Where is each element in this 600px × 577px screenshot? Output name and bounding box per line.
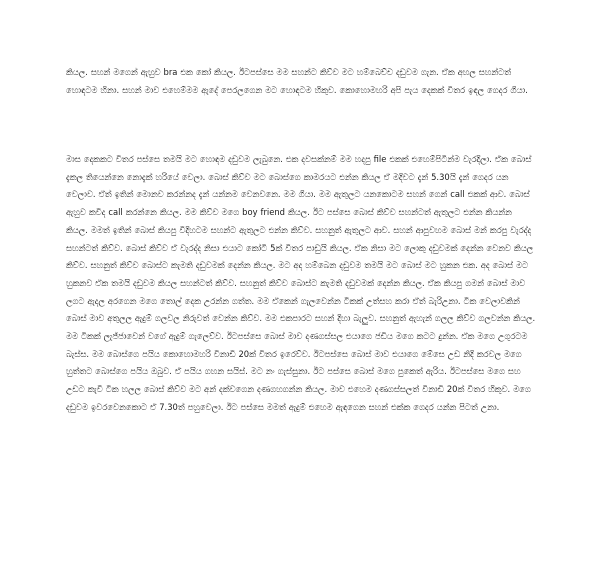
paragraph-2: මාස දෙකකට විතර පස්සෙ තමයි මට හොඳම දඩුවම ලැබුනෙ. එක දවසක්නම් මම හදපු file එකක් එහෙම්පිටින්ම වැරදිලා. ඒක බොස් දැකල තියෙන්නෙ නොදැක් හරියේ වෙලා. බොස් කිව්ව මට බොස්ගෙ කාමරයට එන්න කියල ඒ මදිවට දැන් 5.30යි දැන් ගෙදර යන වෙලාව. ඒත් ඉතින් මොනව කරන්නද දැන් යන්නම වෙනවනෙ. මම ගියා. මම ඇතුලට යනකොටම සහන් ගෙන් call එකක් ආව. බොස් ඇහුව කවිද call කරන්නෙ කියල. මම කිව්ව මගෙ boy friend කියල. ඊට පස්සෙ බොස් කිව්ව සහන්ටත් ඇතුලට එන්න කියන්න කියල. මමත් ඉතින් බොස් කියපු විදිහටම සහන්ට ඇතුලට එන්න කිව්ව. සහනුත් ඇතුලට ආව. සහන් ආපුවහම බොස් මන් කරපු වැරද්ද සහන්ටත් කිව්ව. බොස් කිව්ව ඒ වැරද්ද නිසා එයාට කෝටි 5ක් විතර පාඩුයි කියල. ඒක නිසා මට ලොකු දඩුවමක් දෙන්න වෙනව කියල කිව්ව. සහනුත් කිව්ව බොස්ට කැමති දඩුවමක් දෙන්න කියල. මට අද හම්බෙන දඩුවම තමයි මට බොස් මට හුකන එක. අද බොස් මට හුකනව ඒක තමයි දඩුවම කියල සහන්ටත් කිව්ව. සහනුත් කිව්ව බොස්ට කැමති දඩුවමක් දෙන්න කියල. ඒක කියපු ගමන් බොස් මාව ලගට ඇදල අරගෙන මගෙ තොල් දෙක උරන්න ගත්ත. මම ඒකෙන් ගැලවෙන්න ටිකක් උත්සහ කරා ඒත් බැරිඋනා. ටික වෙලාවකින් බොස් මාව අතුලල ඇදුම් ගලවල නිරුවත් වෙන්න කිව්ව. මම එකපාරට සහන් දිහා බැලුව. සහනුත් ඇහැන් ගලල කිව්ව ගලවන්න කියල. මම ටිකක් ලැජ්ජාවෙන් වගේ ඇදුම් ගැලෙව්ව. ඊටපස්සෙ බොස් මාව දණගස්සල එයාගෙ ජඩිය මගෙ කටට දුන්න. ඒක මගෙ උගුරටම බැස්ස. මම බොස්ගෙ පයිය කොහොමහරි විනාඩි 20ක් විතර ඉරෙව්ව. ඊටපස්සෙ බොස් මාව එයාගෙ මේසෙ උඩ නිදි කරවල මගෙ හුත්තට බොස්ගෙ පයිය ඔබුව. ඒ පයිය ගහන සයිස්. මට නං ගැස්සුනා. ඊට පස්සෙ බොස් මගෙ පුකෙත් ඇරිය. ඊටපස්සෙ මගෙ සහ උඩට කැවී ටික හලල බොස් කිව්ව මට අන් දක්වගෙන දණගහගන්න කියල. මාව එහෙම දණගස්සලත් විනාඩි 20ක් විතර හිකුව. මගෙ දඩුවම ඉවරවෙනකොට ඒ 7.30ත් පහුවෙලා. ඊට පස්සෙ මමත් ඇදුම් එහෙම ඇඳගෙන සහන් එක්ක ගෙදර යන්න පිටත් උනා. — [66, 154, 536, 412]
paragraph-1: කියල. සහන් මගෙන් ඇහුව bra එක කෝ කියල. ඊටපස්සෙ මම සහන්ට කිව්ව මට හම්බෙච්ච දඩුවම ගැන. ඒක අහල සහන්ටත් හොඳටම හිනා. සහන් මාව එහෙම්මම ඇදේ පෙරලගෙන මට හොඳටම හිකුව. කොහොමහරි අපි පැය දෙකක් විතර ඉඳල ගෙදර ගියා. — [66, 67, 528, 95]
